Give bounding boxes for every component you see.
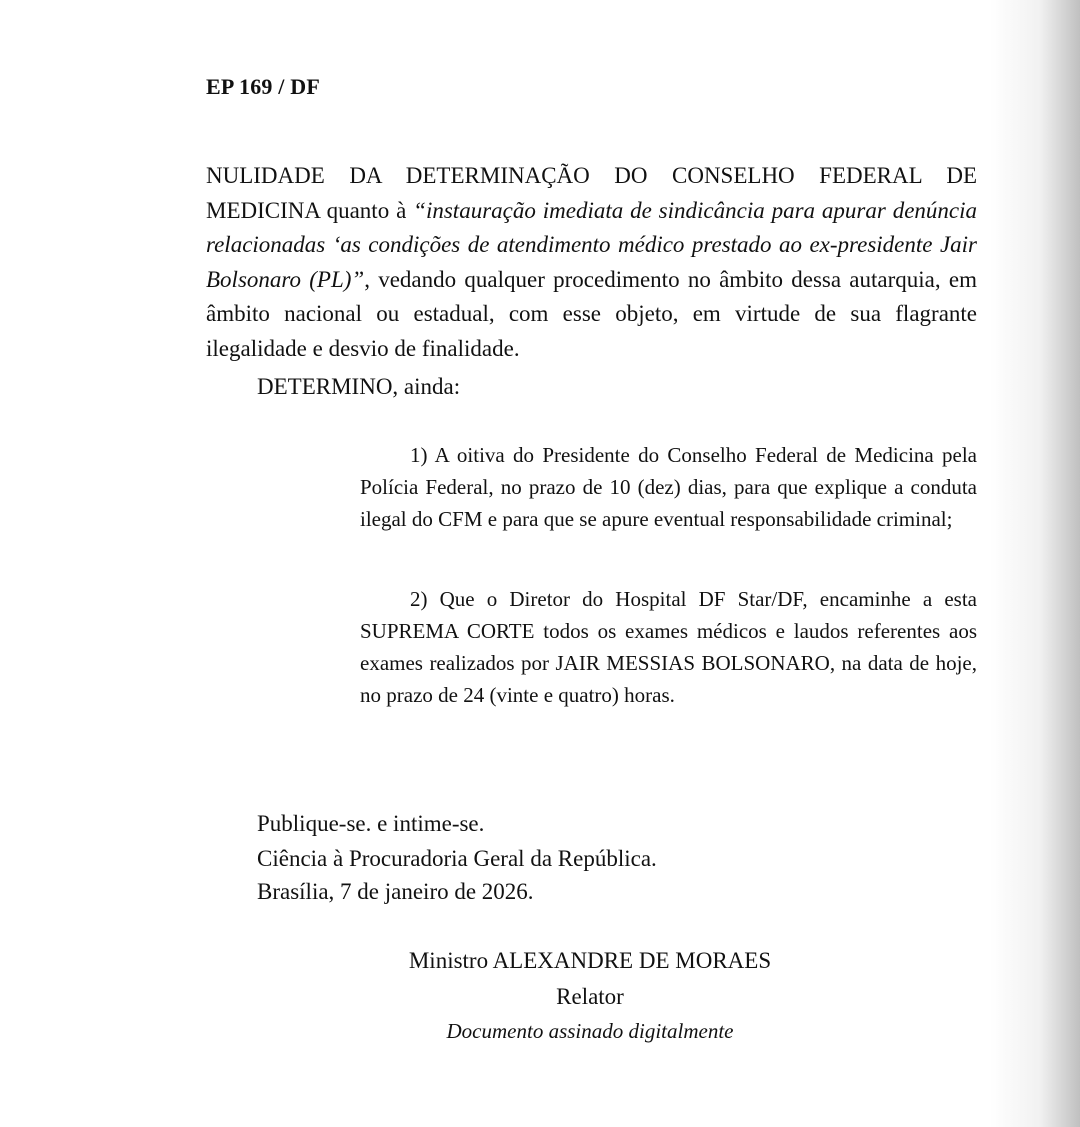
decision-paragraph xyxy=(206,159,977,366)
signature-note: Documento assinado digitalmente xyxy=(446,1019,734,1043)
item-1-text: 1) A oitiva do Presidente do Conselho Federal de Medicina pela Polícia Federal, no prazo de 10 (dez) dias, para que explique a conduta ilegal do CFM e para que se apure eventual responsabilidade criminal; xyxy=(360,443,977,531)
signature-role: Relator xyxy=(556,984,624,1009)
signature-name: Ministro ALEXANDRE DE MORAES xyxy=(408,948,772,973)
item-1 xyxy=(360,439,977,535)
determino-line: DETERMINO, ainda: xyxy=(257,374,461,399)
case-number-header: EP 169 / DF xyxy=(206,74,321,99)
closing-ciencia: Ciência à Procuradoria Geral da República. xyxy=(257,846,657,871)
decision-lead: NULIDADE DA DETERMINAÇÃO DO CONSELHO FEDERAL DE MEDICINA quanto à xyxy=(206,163,977,223)
decision-rest: , vedando qualquer procedimento no âmbito dessa autarquia, em âmbito nacional ou estadual, com esse objeto, em virtude de sua flagrante ilegalidade e desvio de finalidade. xyxy=(206,266,977,361)
item-2-text: 2) Que o Diretor do Hospital DF Star/DF, encaminhe a esta SUPREMA CORTE todos os exames médicos e laudos referentes aos exames realizados por JAIR MESSIAS BOLSONARO, na data de hoje, no prazo de 24 (vinte e quatro) horas. xyxy=(360,587,977,707)
closing-publique: Publique-se. e intime-se. xyxy=(257,811,485,836)
page-edge-shadow xyxy=(990,0,1080,1127)
item-2 xyxy=(360,583,977,711)
decision-quote: “instauração imediata de sindicância para apurar denúncia relacionadas ‘as condições de atendimento médico prestado ao ex-presidente Jair Bolsonaro (PL)” xyxy=(206,197,978,292)
closing-place-date: Brasília, 7 de janeiro de 2026. xyxy=(257,879,534,904)
